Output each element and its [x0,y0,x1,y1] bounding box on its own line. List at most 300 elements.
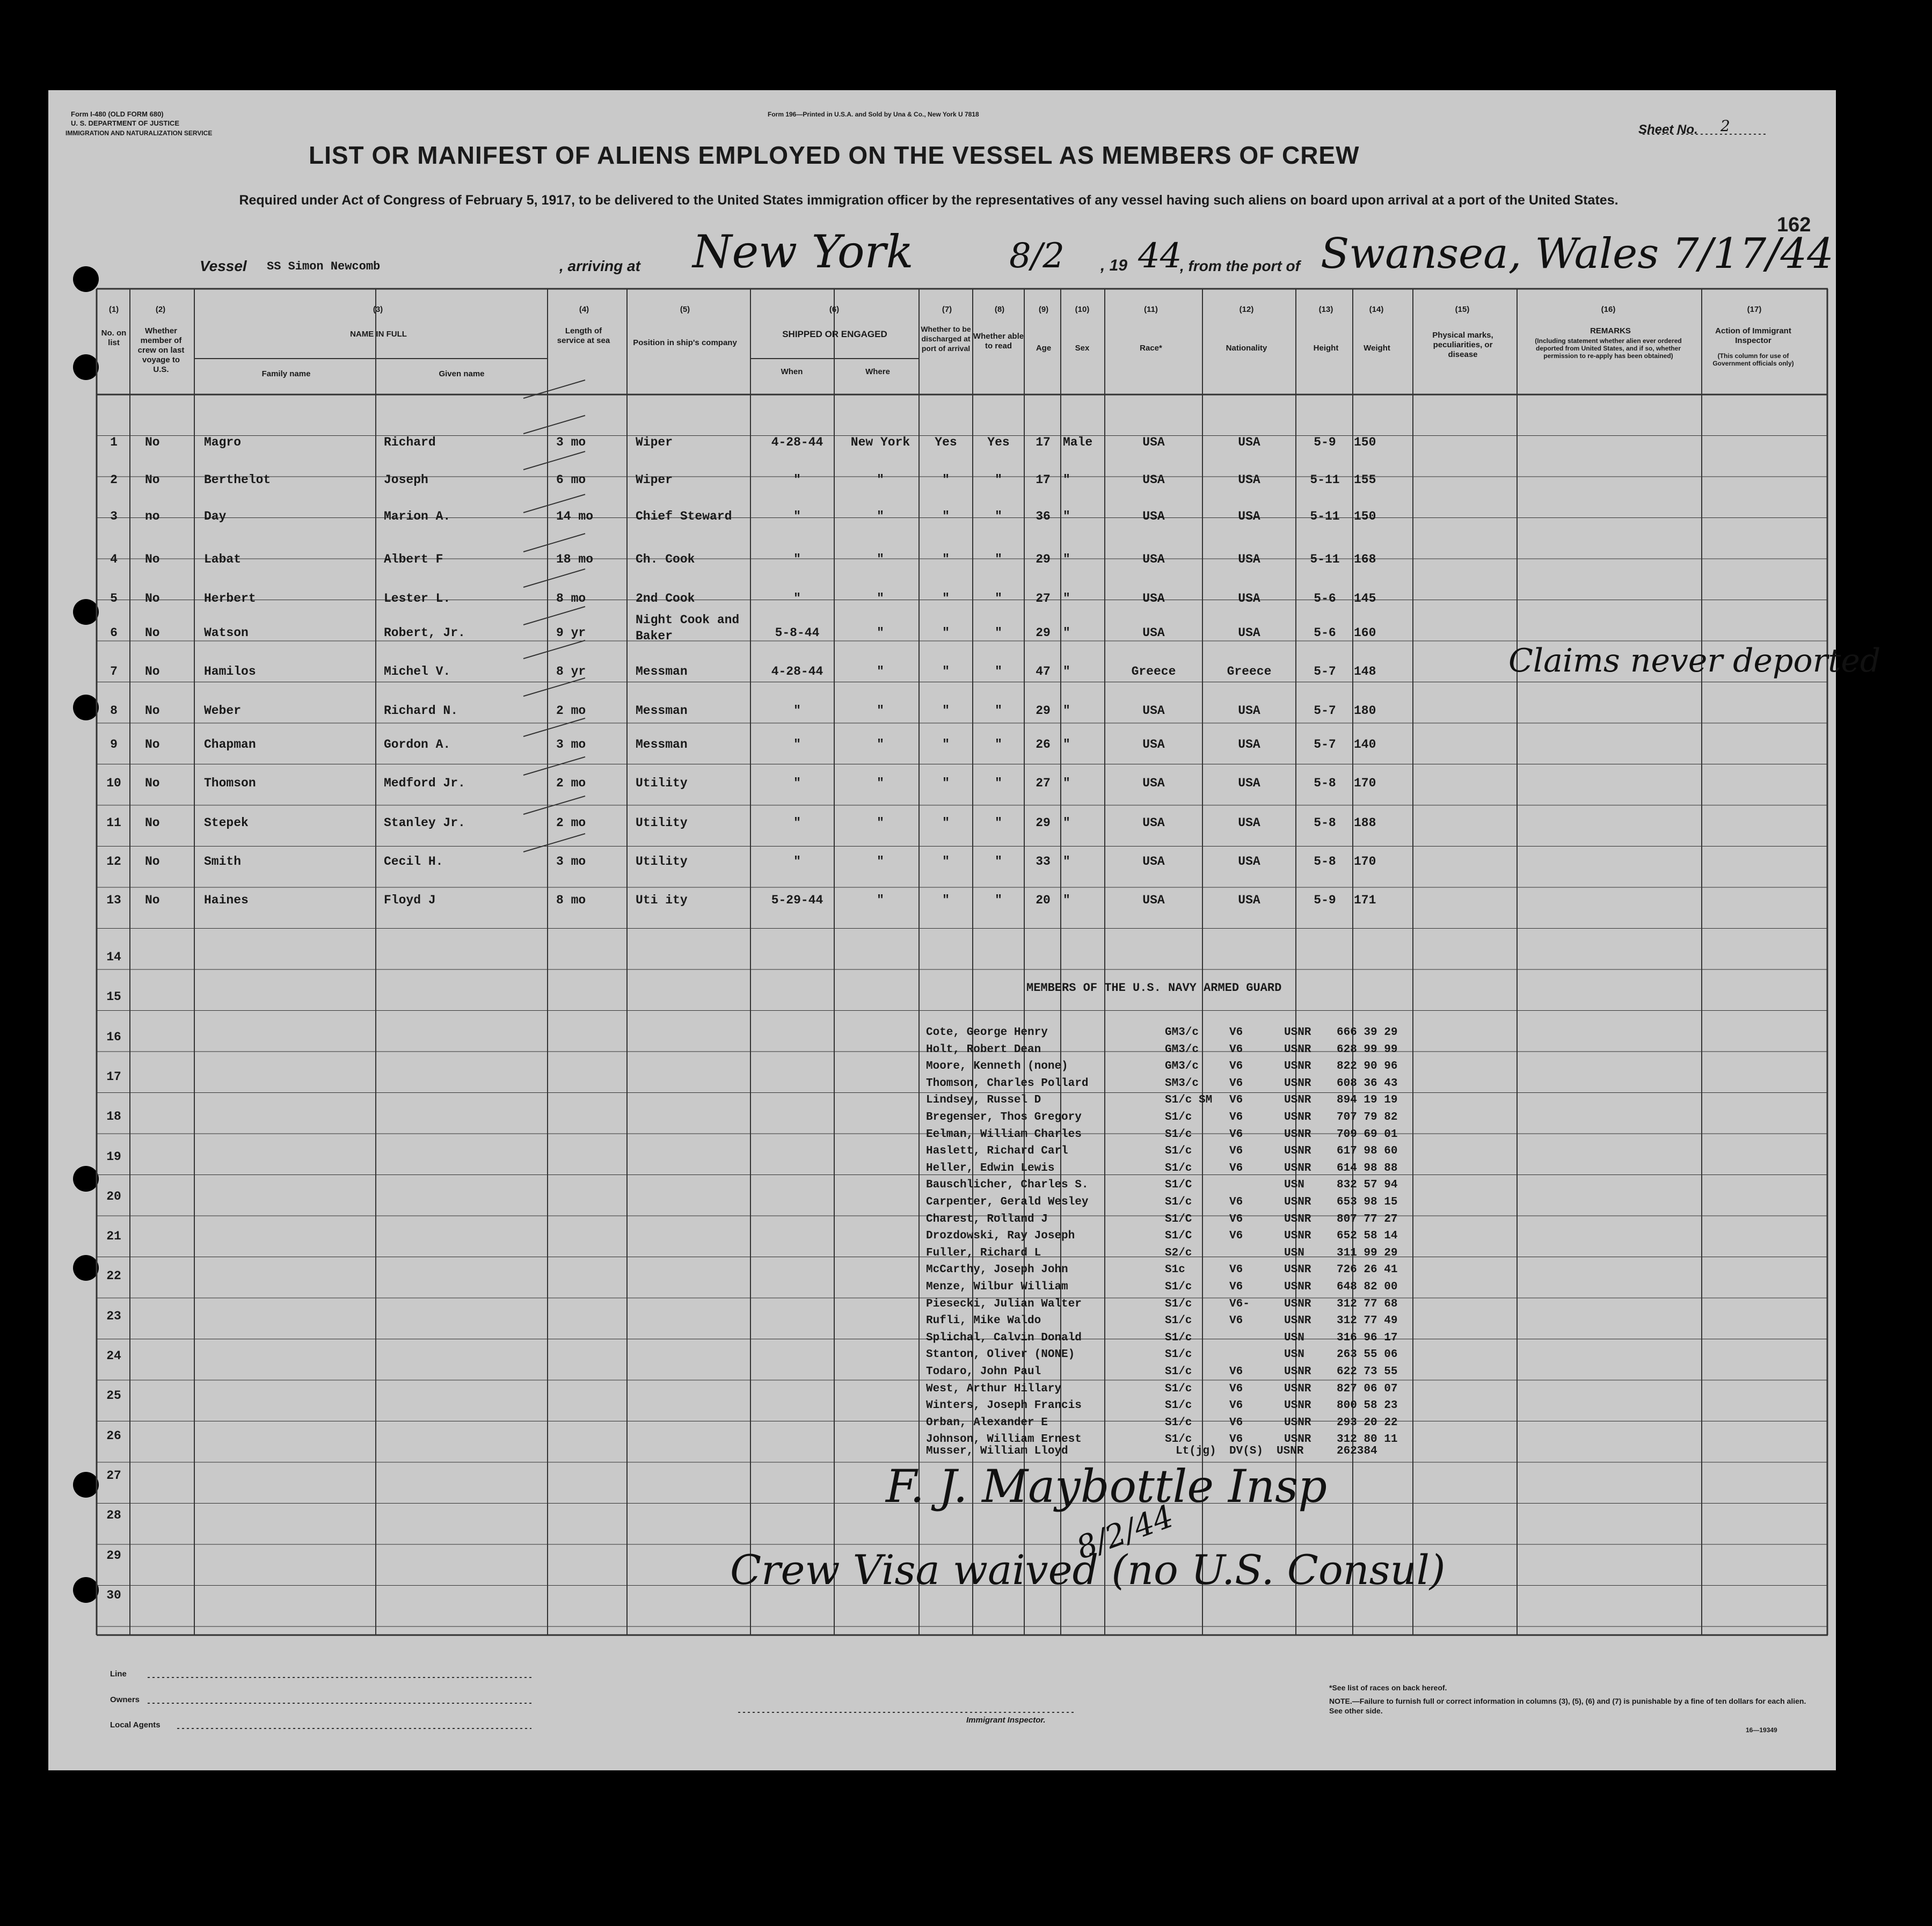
crew-no: 3 [110,509,118,523]
crew-family: Thomson [204,776,256,790]
guard-svc: USNR [1284,1264,1311,1276]
crew-no: 8 [110,704,118,718]
crew-weight: 148 [1354,665,1376,679]
guard-name: Eelman, William Charles [926,1128,1082,1141]
crew-family: Berthelot [204,473,271,487]
crew-where: " [877,855,884,869]
crew-given: Michel V. [384,665,451,679]
crew-age: 29 [1036,626,1051,640]
guard-rate: S1/c SM [1165,1094,1213,1107]
col-num: (14) [1369,305,1384,314]
col-num: (2) [155,305,166,314]
guard-svc: USNR [1284,1111,1311,1124]
row-number: 22 [106,1269,121,1283]
guard-num: 608 36 43 [1337,1077,1398,1090]
crew-nat: USA [1238,893,1260,907]
crew-where: " [877,509,884,523]
guard-svc: USNR [1284,1366,1311,1378]
col-header-nationality: Nationality [1226,344,1267,353]
guard-cls: V6 [1229,1162,1243,1174]
guard-name: Lindsey, Russel D [926,1094,1041,1107]
form-id: Form I-480 (OLD FORM 680) [71,110,164,118]
row-number: 25 [106,1389,121,1403]
crew-sex: " [1063,509,1070,523]
crew-nat: USA [1238,626,1260,640]
crew-position: Messman [636,665,688,679]
crew-position: 2nd Cook [636,592,695,605]
footer-owners-label: Owners [110,1695,140,1704]
crew-sex: " [1063,704,1070,718]
guard-name: Winters, Joseph Francis [926,1399,1082,1412]
crew-family: Day [204,509,227,523]
crew-nat: USA [1238,473,1260,487]
col-num: (4) [579,305,589,314]
crew-weight: 168 [1354,552,1376,566]
crew-disch: " [942,509,950,523]
guard-name: Cote, George Henry [926,1026,1048,1039]
col-header-physical: Physical marks, peculiarities, or disease [1432,331,1493,359]
guard-name: Piesecki, Julian Walter [926,1297,1082,1310]
crew-where: " [877,473,884,487]
crew-where: " [877,626,884,640]
col-header-remarks-sub: (Including statement whether alien ever ordered deported from United States, and if so, whether permission to re-apply has been obtained) [1535,337,1682,360]
guard-num: 617 98 60 [1337,1145,1398,1158]
crew-given: Lester L. [384,592,451,605]
crew-given: Joseph [384,473,428,487]
sheet-number: 2 [1720,117,1730,135]
crew-service: 3 mo [556,435,586,449]
crew-sex: " [1063,738,1070,752]
crew-nat: USA [1238,816,1260,830]
guard-num: 311 99 29 [1337,1246,1398,1259]
crew-read: " [995,665,1002,679]
crew-age: 27 [1036,776,1051,790]
col-header-sex: Sex [1075,344,1090,353]
crew-family: Magro [204,435,242,449]
col-num: (11) [1144,305,1158,314]
crew-nat: USA [1238,855,1260,869]
crew-family: Watson [204,626,249,640]
crew-height: 5-9 [1314,435,1336,449]
guard-cls: V6 [1229,1196,1243,1208]
crew-last: No [145,592,160,605]
guard-name: Haslett, Richard Carl [926,1145,1068,1158]
guard-cls: V6 [1229,1111,1243,1124]
col-header-height: Height [1313,344,1339,353]
crew-service: 8 mo [556,893,586,907]
guard-num: 709 69 01 [1337,1128,1398,1141]
guard-rate: S1/c [1165,1281,1192,1293]
crew-position: Chief Steward [636,509,732,523]
crew-height: 5-7 [1314,665,1336,679]
guard-num: 666 39 29 [1337,1026,1398,1039]
guard-num: 312 77 68 [1337,1297,1398,1310]
crew-race: USA [1142,704,1165,718]
guard-rate: SM3/c [1165,1077,1199,1090]
crew-given: Richard N. [384,704,458,718]
guard-rate: S1/C [1165,1213,1192,1225]
crew-position: Wiper [636,473,673,487]
guard-svc: USN [1284,1246,1304,1259]
crew-age: 33 [1036,855,1051,869]
crew-where: " [877,776,884,790]
guard-num: 707 79 82 [1337,1111,1398,1124]
crew-no: 1 [110,435,118,449]
guard-num: 648 82 00 [1337,1281,1398,1293]
guard-cls: V6 [1229,1060,1243,1073]
races-note: *See list of races on back hereof. [1329,1683,1447,1692]
guard-rate: GM3/c [1165,1026,1199,1039]
guard-name: Orban, Alexander E [926,1416,1048,1429]
crew-age: 17 [1036,435,1051,449]
row-number: 29 [106,1548,121,1563]
crew-service: 3 mo [556,855,586,869]
crew-position: Ch. Cook [636,552,695,566]
guard-name: Heller, Edwin Lewis [926,1162,1055,1174]
crew-weight: 155 [1354,473,1376,487]
crew-height: 5-11 [1310,552,1340,566]
crew-read: " [995,738,1002,752]
guard-num: 832 57 94 [1337,1179,1398,1192]
crew-where: " [877,816,884,830]
guard-num: 614 98 88 [1337,1162,1398,1174]
guard-name: McCarthy, Joseph John [926,1264,1068,1276]
requirement-text: Required under Act of Congress of February 5, 1917, to be delivered to the United States immigration officer by the representatives of any vessel having such aliens on board upon arrival at a port of the United States. [239,193,1618,208]
crew-position: Night Cook and Baker [636,613,740,643]
guard-rate: S1/c [1165,1297,1192,1310]
crew-sex: " [1063,626,1070,640]
visa-note: Crew Visa waived (no U.S. Consul) [730,1546,1446,1594]
guard-rate: S1/c [1165,1128,1192,1141]
guard-cls: V6- [1229,1297,1250,1310]
crew-position: Wiper [636,435,673,449]
crew-race: USA [1142,855,1165,869]
crew-age: 17 [1036,473,1051,487]
guard-rate: S1/c [1165,1315,1192,1327]
row-number: 27 [106,1468,121,1483]
crew-read: " [995,855,1002,869]
guard-svc: USNR [1284,1281,1311,1293]
crew-last: No [145,552,160,566]
crew-when: 5-8-44 [775,626,820,640]
crew-weight: 170 [1354,776,1376,790]
crew-service: 2 mo [556,704,586,718]
crew-service: 18 mo [556,552,594,566]
crew-nat: USA [1238,738,1260,752]
guard-name: Moore, Kenneth (none) [926,1060,1068,1073]
year-prefix: , 19 [1100,257,1128,274]
crew-last: No [145,665,160,679]
crew-when: " [793,738,801,752]
crew-disch: " [942,893,950,907]
row-number: 14 [106,950,121,964]
crew-service: 14 mo [556,509,594,523]
guard-num: 293 20 22 [1337,1416,1398,1429]
crew-no: 2 [110,473,118,487]
crew-race: USA [1142,592,1165,605]
guard-name: Holt, Robert Dean [926,1043,1041,1056]
row-number: 24 [106,1349,121,1363]
crew-given: Medford Jr. [384,776,465,790]
guard-rate: S1/C [1165,1179,1192,1192]
crew-given: Floyd J [384,893,436,907]
guard-name: Johnson, William Ernest [926,1433,1082,1446]
col-num: (5) [680,305,690,314]
guard-rate: S1/c [1165,1111,1192,1124]
from-label: , from the port of [1180,258,1300,274]
guard-svc: USNR [1284,1213,1311,1225]
crew-where: " [877,704,884,718]
crew-last: No [145,738,160,752]
crew-sex: " [1063,893,1070,907]
guard-officer-service: USNR [1277,1445,1304,1457]
row-number: 20 [106,1189,121,1203]
col-num: (1) [108,305,119,314]
guard-rate: S1/C [1165,1230,1192,1243]
crew-when: " [793,816,801,830]
crew-given: Marion A. [384,509,451,523]
page-title: LIST OR MANIFEST OF ALIENS EMPLOYED ON THE VESSEL AS MEMBERS OF CREW [309,141,1360,169]
crew-when: " [793,473,801,487]
crew-height: 5-11 [1310,473,1340,487]
row-number: 23 [106,1309,121,1323]
inspector-signature: F. J. Maybottle Insp [886,1460,1327,1513]
crew-service: 2 mo [556,776,586,790]
col-header-family: Family name [261,369,311,378]
crew-age: 36 [1036,509,1051,523]
crew-read: " [995,552,1002,566]
crew-age: 47 [1036,665,1051,679]
crew-height: 5-7 [1314,704,1336,718]
guard-num: 894 19 19 [1337,1094,1398,1107]
crew-no: 4 [110,552,118,566]
guard-num: 263 55 06 [1337,1348,1398,1361]
guard-num: 726 26 41 [1337,1264,1398,1276]
crew-service: 2 mo [556,816,586,830]
crew-sex: Male [1063,435,1093,449]
crew-when: 4-28-44 [771,665,823,679]
guard-cls: V6 [1229,1230,1243,1243]
crew-when: " [793,704,801,718]
crew-race: Greece [1131,665,1176,679]
guard-officer-rate: Lt(jg) [1176,1445,1216,1457]
guard-svc: USNR [1284,1433,1311,1446]
col-header-shipped: SHIPPED OR ENGAGED [782,329,887,339]
guard-rate: S1/c [1165,1433,1192,1446]
crew-race: USA [1142,626,1165,640]
col-header-action-sub: (This column for use of Government officials only) [1712,352,1794,367]
guard-rate: GM3/c [1165,1043,1199,1056]
crew-position: Uti ity [636,893,688,907]
guard-num: 827 06 07 [1337,1382,1398,1395]
arrival-date: 8/2 [1009,236,1065,276]
crew-disch: " [942,704,950,718]
guard-officer-class: DV(S) [1229,1445,1264,1457]
row-number: 30 [106,1588,121,1602]
crew-family: Stepek [204,816,249,830]
crew-sex: " [1063,552,1070,566]
crew-age: 27 [1036,592,1051,605]
crew-no: 9 [110,738,118,752]
crew-sex: " [1063,473,1070,487]
guard-cls: V6 [1229,1043,1243,1056]
crew-given: Robert, Jr. [384,626,465,640]
department: U. S. DEPARTMENT OF JUSTICE [71,119,179,127]
crew-family: Haines [204,893,249,907]
crew-race: USA [1142,473,1165,487]
crew-service: 8 yr [556,665,586,679]
row-number: 17 [106,1069,121,1084]
arrival-year: 44 [1138,236,1182,276]
crew-disch: " [942,626,950,640]
col-header-service: Length of service at sea [557,326,610,345]
crew-no: 11 [106,816,121,830]
guard-num: 652 58 14 [1337,1230,1398,1243]
crew-nat: USA [1238,776,1260,790]
crew-weight: 170 [1354,855,1376,869]
crew-position: Utility [636,776,688,790]
guard-svc: USN [1284,1179,1304,1192]
signature-date: 8/2/44 [1071,1498,1178,1566]
crew-read: " [995,626,1002,640]
crew-height: 5-6 [1314,626,1336,640]
col-num: (10) [1075,305,1090,314]
col-num: (16) [1601,305,1616,314]
crew-last: No [145,855,160,869]
crew-height: 5-11 [1310,509,1340,523]
crew-race: USA [1142,816,1165,830]
crew-service: 9 yr [556,626,586,640]
crew-age: 29 [1036,552,1051,566]
footer-agents-label: Local Agents [110,1720,161,1730]
crew-family: Hamilos [204,665,256,679]
crew-last: No [145,893,160,907]
crew-sex: " [1063,855,1070,869]
guard-num: 622 73 55 [1337,1366,1398,1378]
guard-svc: USNR [1284,1315,1311,1327]
row-number: 16 [106,1030,121,1044]
footer-line-label: Line [110,1669,127,1679]
guard-svc: USNR [1284,1043,1311,1056]
crew-last: no [145,509,160,523]
crew-where: " [877,592,884,605]
crew-read: " [995,893,1002,907]
guard-svc: USNR [1284,1026,1311,1039]
crew-no: 12 [106,855,121,869]
departure-port: Swansea, Wales 7/17/44 [1321,230,1834,278]
crew-family: Chapman [204,738,256,752]
guard-svc: USN [1284,1348,1304,1361]
crew-when: 5-29-44 [771,893,823,907]
guard-svc: USNR [1284,1399,1311,1412]
crew-where: " [877,893,884,907]
guard-cls: V6 [1229,1264,1243,1276]
guard-svc: USNR [1284,1416,1311,1429]
crew-disch: " [942,816,950,830]
crew-weight: 150 [1354,435,1376,449]
guard-name: Rufli, Mike Waldo [926,1315,1041,1327]
crew-given: Albert F [384,552,443,566]
crew-disch: " [942,473,950,487]
crew-nat: USA [1238,704,1260,718]
crew-age: 26 [1036,738,1051,752]
col-num: (7) [942,305,952,314]
guard-svc: USNR [1284,1196,1311,1208]
col-num: (3) [373,305,383,314]
crew-weight: 145 [1354,592,1376,605]
col-header-read: Whether able to read [973,332,1024,351]
guard-num: 316 96 17 [1337,1331,1398,1344]
crew-position: Utility [636,816,688,830]
guard-cls: V6 [1229,1213,1243,1225]
guard-rate: S1/c [1165,1196,1192,1208]
guard-cls: V6 [1229,1281,1243,1293]
guard-num: 822 90 96 [1337,1060,1398,1073]
guard-num: 807 77 27 [1337,1213,1398,1225]
crew-height: 5-7 [1314,738,1336,752]
guard-svc: USN [1284,1331,1304,1344]
crew-position: Utility [636,855,688,869]
col-header-age: Age [1036,344,1052,353]
col-num: (13) [1318,305,1333,314]
guard-name: Carpenter, Gerald Wesley [926,1196,1089,1208]
crew-service: 6 mo [556,473,586,487]
crew-height: 5-6 [1314,592,1336,605]
crew-when: " [793,855,801,869]
crew-race: USA [1142,893,1165,907]
crew-where: " [877,738,884,752]
sheet-label: Sheet No. [1638,122,1698,137]
guard-cls: V6 [1229,1026,1243,1039]
guard-num: 312 77 49 [1337,1315,1398,1327]
crew-sex: " [1063,816,1070,830]
guard-name: Splichal, Calvin Donald [926,1331,1082,1344]
guard-cls: V6 [1229,1433,1243,1446]
crew-last: No [145,473,160,487]
guard-svc: USNR [1284,1297,1311,1310]
page-number: 162 [1777,214,1811,236]
guard-rate: S1c [1165,1264,1185,1276]
guard-name: Stanton, Oliver (NONE) [926,1348,1075,1361]
crew-weight: 171 [1354,893,1376,907]
crew-last: No [145,776,160,790]
crew-no: 6 [110,626,118,640]
col-header-weight: Weight [1364,344,1390,353]
crew-read: Yes [987,435,1010,449]
crew-where: " [877,665,884,679]
crew-height: 5-8 [1314,776,1336,790]
guard-name: West, Arthur Hillary [926,1382,1062,1395]
crew-nat: USA [1238,592,1260,605]
col-num: (12) [1239,305,1254,314]
guard-cls: V6 [1229,1094,1243,1107]
crew-given: Stanley Jr. [384,816,465,830]
crew-where: New York [850,435,910,449]
guard-rate: GM3/c [1165,1060,1199,1073]
row-number: 21 [106,1229,121,1244]
crew-when: " [793,776,801,790]
crew-sex: " [1063,665,1070,679]
guard-cls: V6 [1229,1315,1243,1327]
crew-race: USA [1142,738,1165,752]
guard-name: Fuller, Richard L [926,1246,1041,1259]
guard-num: 653 98 15 [1337,1196,1398,1208]
crew-when: " [793,509,801,523]
crew-last: No [145,816,160,830]
crew-disch: " [942,738,950,752]
crew-disch: " [942,592,950,605]
guard-cls: V6 [1229,1399,1243,1412]
